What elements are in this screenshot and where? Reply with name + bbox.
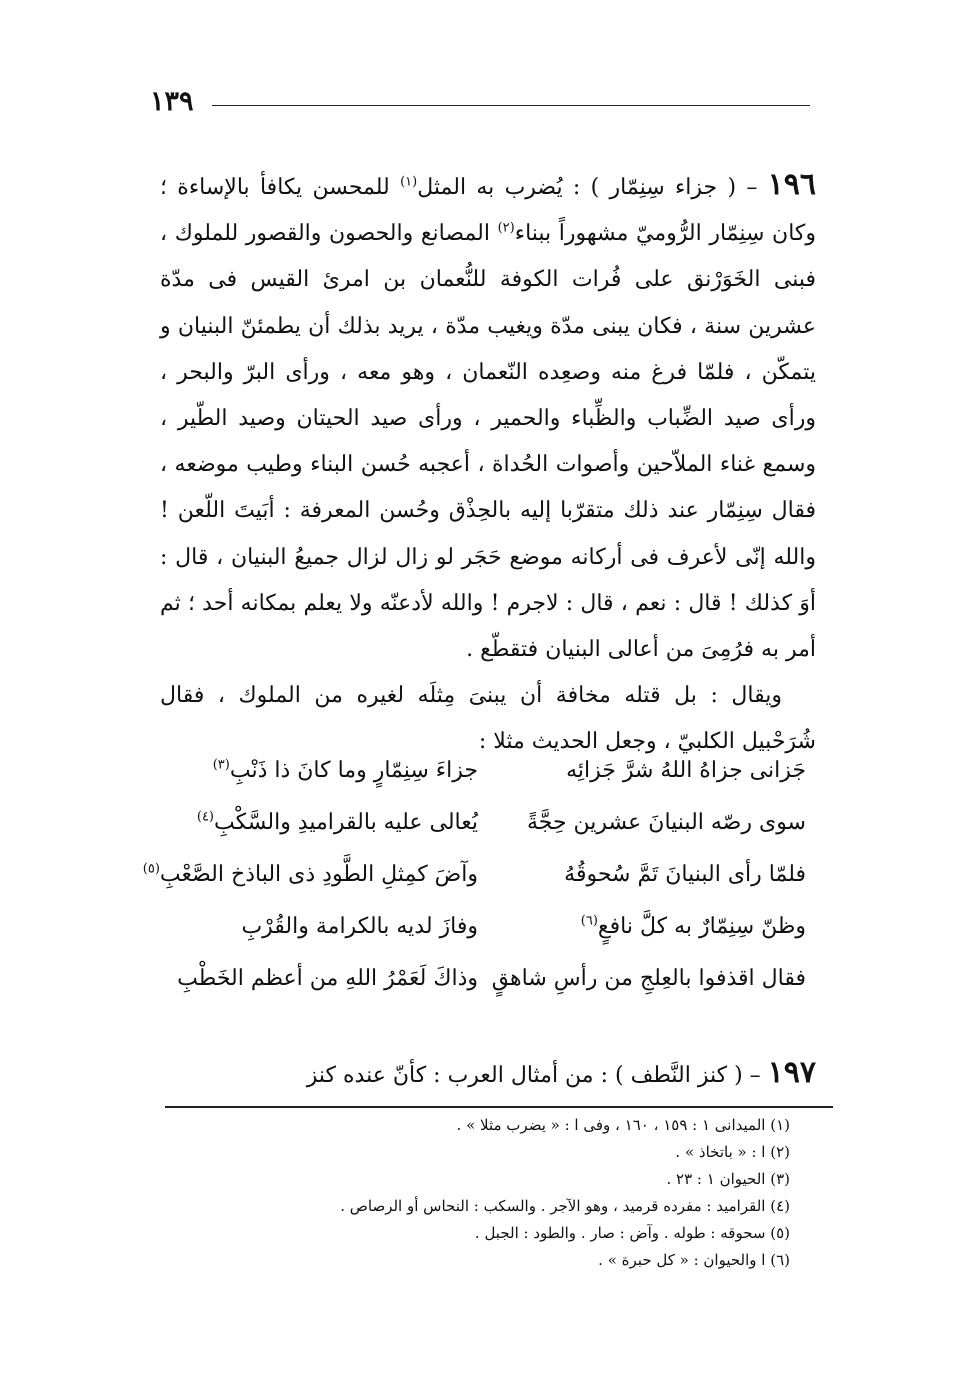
verse-first-hemistich: سوى رصّه البنيانَ عشرين حِجَّةً <box>526 809 806 835</box>
footnote-ref: (٢) <box>497 220 515 236</box>
verse-line <box>160 744 816 796</box>
verse-first-hemistich: فلمّا رأى البنيانَ تَمَّ سُحوقُهُ <box>564 861 806 887</box>
entry-number: ١٩٧ <box>767 1055 816 1090</box>
footnote-ref: (٦) <box>580 913 598 929</box>
verse-first-hemistich: وظنّ سِنِمّارٌ به كلَّ نافعٍ$^{(٦)}$ <box>580 913 806 939</box>
entry-text: – ( كنز النَّطف ) : من أمثال العرب : كأنّ عنده كنز <box>306 1063 768 1088</box>
page-number: ١٣٩ <box>150 86 194 117</box>
verse-second-hemistich: وفازَ لديه بالكرامة والقُرْبِ <box>241 913 478 939</box>
verse-second-hemistich: وذاكَ لَعَمْرُ اللهِ من أعظم الخَطْبِ <box>177 965 478 991</box>
verse-line <box>160 796 816 848</box>
footnote: (١) الميدانى ١ : ١٥٩ ، ١٦٠ ، وفى ا : « يضرب مثلا » . <box>456 1116 790 1134</box>
footnote: (٢) ا : « باتخاذ » . <box>675 1143 790 1161</box>
verse-line <box>160 952 816 1004</box>
header-rule <box>212 105 810 106</box>
page-header <box>150 84 810 124</box>
verse-first-hemistich: فقال اقذفوا بالعِلجِ من رأسِ شاهقٍ <box>491 965 806 991</box>
entry-text: المصانع والحصون والقصور للملوك ، فبنى الخَوَرْنق على فُرات الكوفة للنُّعمان بن امرئ القيس فى مدّة عشرين سنة ، فكان يبنى مدّة ويغيب مدّة ، يريد بذلك أن يطمئنّ البنيان و يتمكّن ، فلمّا فرغ منه وصعِده النّعمان ، وهو معه ، ورأى البرّ والبحر ، ورأى صيد الضِّباب والظِّباء والحمير ، ورأى صيد الحيتان وصيد الطّير ، وسمع غناء الملاّحين وأصوات الحُداة ، أعجبه حُسن البناء وطيب موضعه ، فقال سِنِمّار عند ذلك متقرّبا إليه بالحِذْق وحُسن المعرفة : أبَيتَ اللّعن ! والله إنّى لأعرف فى أركانه موضع حَجَر لو زال لزال جميعُ البنيان ، قال : أوَ كذلك ! قال : نعم ، قال : لاجرم ! والله لأدعنّه ولا يعلم بمكانه أحد ؛ ثم أمر به فرُمِىَ من أعالى البنيان فتقطّع . <box>160 221 816 663</box>
verse-first-hemistich: جَزانى جزاهُ اللهُ شرَّ جَزائِه <box>566 757 806 783</box>
verse-second-hemistich: جزاءَ سِنِمّارٍ وما كانَ ذا ذَنْبِ$^{(٣)}$ <box>212 757 478 783</box>
footnote-ref: (١) <box>400 174 418 190</box>
footnote: (٣) الحيوان ١ : ٢٣ . <box>666 1170 790 1188</box>
footnote-ref: (٤) <box>196 809 214 825</box>
entry-text: للمحسن يكافأ بالإساءة ؛ وكان سِنِمّار الرُّوميّ مشهوراً ببناء <box>160 175 816 247</box>
footnote: (٥) سحوقه : طوله . وآض : صار . والطود : الجبل . <box>474 1224 790 1242</box>
footnote-ref: (٥) <box>142 861 160 877</box>
entry-197 <box>160 1050 816 1099</box>
footnotes <box>200 1112 790 1274</box>
verse-line <box>142 848 816 900</box>
entry-text: – ( جزاء سِنِمّار ) : يُضرب به المثل <box>417 175 768 200</box>
verse-second-hemistich: يُعالى عليه بالقراميدِ والسَّكْبِ$^{(٤)}$ <box>196 809 478 835</box>
footnote-rule <box>165 1106 833 1108</box>
entry-number: ١٩٦ <box>767 167 816 202</box>
footnote-ref: (٣) <box>212 757 230 773</box>
verse-second-hemistich: وآضَ كمِثلِ الطَّودِ ذى الباذخ الصَّعْبِ$^{(٥)}$ <box>142 861 478 887</box>
poem <box>142 744 816 1004</box>
footnote: (٤) القراميد : مفرده قرميد ، وهو الآجر . والسكب : النحاس أو الرصاص . <box>340 1197 790 1215</box>
footnote: (٦) ا والحيوان : « كل حبرة » . <box>598 1251 790 1269</box>
entry-196-paragraph-2: ويقال : بل قتله مخافة أن يبنىَ مِثلَه لغيره من الملوك ، فقال شُرَحْبيل الكلبيّ ، وجعل الحديث مثلا : <box>160 683 816 755</box>
verse-line <box>160 900 816 952</box>
entry-196 <box>160 162 816 766</box>
entry-196-paragraph-1 <box>160 162 816 673</box>
